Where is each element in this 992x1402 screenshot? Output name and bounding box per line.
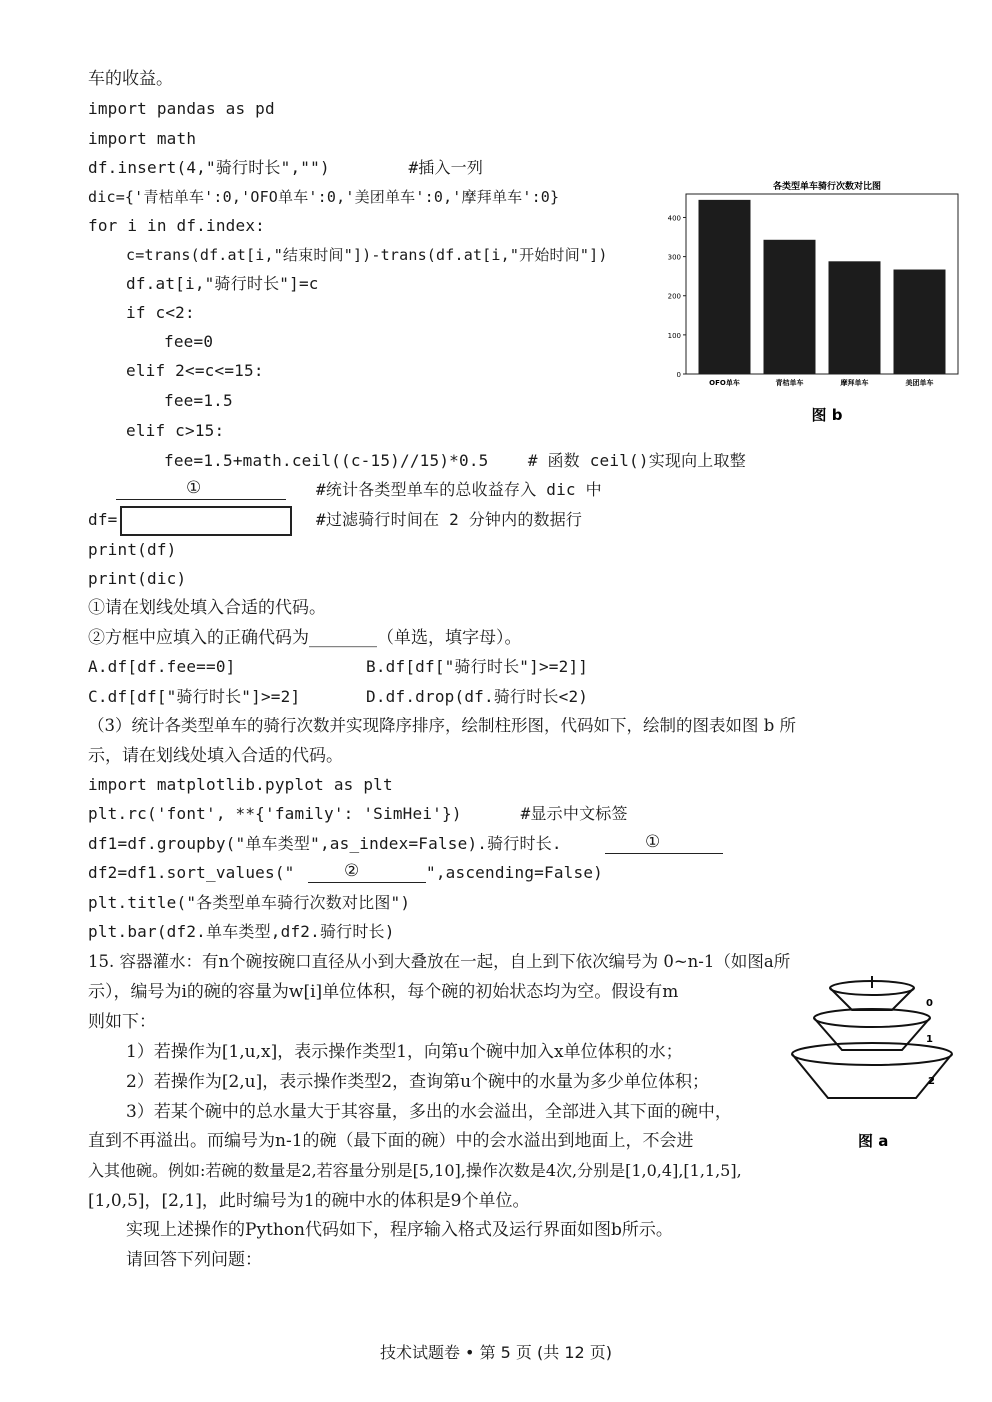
x-tick-label: 摩拜单车	[840, 379, 869, 387]
code-line: import matplotlib.pyplot as plt	[88, 775, 393, 794]
question-text: 2）若操作为[2,u]，表示操作类型2，查询第u个碗中的水量为多少单位体积；	[126, 1072, 710, 1092]
code-comment: #过滤骑行时间在 2 分钟内的数据行	[316, 510, 583, 529]
x-tick-label: OFO单车	[709, 379, 740, 387]
code-line: plt.rc('font', **{'family': 'SimHei'}) #显示中文标签	[88, 804, 628, 823]
code-line: df.at[i,"骑行时长"]=c	[126, 274, 319, 293]
question-text: 示），编号为i的碗的容量为w[i]单位体积，每个碗的初始状态均为空。假设有m	[88, 982, 679, 1002]
question-text: 入其他碗。例如:若碗的数量是2,若容量分别是[5,10],操作次数是4次,分别是[1,0,4],[1,1,5],	[88, 1161, 742, 1180]
code-line: elif c>15:	[126, 421, 225, 440]
code-line: import pandas as pd	[88, 99, 275, 118]
question-text: 直到不再溢出。而编号为n-1的碗（最下面的碗）中的会水溢出到地面上，不会进	[88, 1131, 694, 1151]
code-line: c=trans(df.at[i,"结束时间"])-trans(df.at[i,"开始时间"])	[126, 246, 608, 264]
bar	[894, 270, 946, 374]
code-line: dic={'青桔单车':0,'OFO单车':0,'美团单车':0,'摩拜单车':0}	[88, 188, 560, 206]
code-line: import math	[88, 129, 197, 148]
code-line: fee=1.5+math.ceil((c-15)//15)*0.5 # 函数 ceil()实现向上取整	[164, 451, 746, 470]
code-line: elif 2<=c<=15:	[126, 361, 264, 380]
bowl-number-2: 2	[928, 1076, 935, 1087]
x-tick-label: 美团单车	[905, 379, 934, 387]
code-line: df1=df.groupby("单车类型",as_index=False).骑行时长.	[88, 834, 562, 853]
option-d: D.df.drop(df.骑行时长<2)	[366, 687, 589, 706]
answer-blank[interactable]	[605, 833, 723, 854]
question-text: （3）统计各类型单车的骑行次数并实现降序排序，绘制柱形图，代码如下，绘制的图表如图 b 所	[88, 716, 797, 735]
code-line: if c<2:	[126, 303, 195, 322]
option-c: C.df[df["骑行时长"]>=2]	[88, 687, 301, 706]
figure-label-a: 图 a	[858, 1132, 889, 1150]
question-text: 示，请在划线处填入合适的代码。	[88, 746, 343, 766]
question-text: 请回答下列问题：	[126, 1250, 262, 1270]
question-text: 1）若操作为[1,u,x]，表示操作类型1，向第u个碗中加入x单位体积的水；	[126, 1042, 683, 1062]
y-tick-label: 200	[667, 292, 681, 301]
code-line: print(df)	[88, 540, 177, 559]
bar	[764, 240, 816, 374]
bowl-number-1: 1	[926, 1034, 933, 1045]
page-footer: 技术试题卷 • 第 5 页 (共 12 页)	[379, 1343, 613, 1362]
bowl-number-0: 0	[926, 998, 933, 1009]
code-line: df=	[88, 510, 118, 529]
blank-marker: ①	[186, 478, 202, 498]
question-text: ①请在划线处填入合适的代码。	[88, 598, 326, 618]
figure-label-b: 图 b	[811, 406, 843, 424]
y-tick-label: 100	[667, 331, 681, 340]
code-line: plt.bar(df2.单车类型,df2.骑行时长)	[88, 922, 395, 941]
blank-marker: ②	[344, 861, 360, 881]
x-tick-label: 青桔单车	[775, 379, 804, 387]
option-b: B.df[df["骑行时长"]>=2]]	[366, 657, 589, 676]
question-text: 实现上述操作的Python代码如下，程序输入格式及运行界面如图b所示。	[126, 1220, 673, 1240]
bowl-rim-1	[814, 1009, 930, 1027]
question-text: 15. 容器灌水：有n个碗按碗口直径从小到大叠放在一起，自上到下依次编号为 0~n-1（如图a所	[88, 952, 791, 971]
y-tick-label: 0	[676, 371, 681, 379]
question-text: 则如下：	[88, 1012, 156, 1032]
code-line: df.insert(4,"骑行时长","") #插入一列	[88, 158, 484, 177]
code-line: df2=df1.sort_values("	[88, 863, 295, 882]
bar	[829, 261, 881, 374]
code-line: for i in df.index:	[88, 216, 265, 235]
answer-blank[interactable]	[308, 862, 426, 883]
text-line: 车的收益。	[88, 69, 173, 89]
code-comment: #统计各类型单车的总收益存入 dic 中	[316, 480, 602, 499]
code-line: ",ascending=False)	[426, 863, 603, 882]
code-line: print(dic)	[88, 569, 187, 588]
blank-marker: ①	[645, 832, 661, 852]
y-tick-label: 400	[667, 214, 681, 223]
bar	[699, 200, 751, 374]
option-a: A.df[df.fee==0]	[88, 657, 236, 676]
code-line: plt.title("各类型单车骑行次数对比图")	[88, 893, 411, 912]
chart-title: 各类型单车骑行次数对比图	[772, 182, 882, 192]
code-line: fee=1.5	[164, 391, 233, 410]
bowl-rim-2	[792, 1043, 952, 1065]
code-line: fee=0	[164, 332, 214, 351]
answer-box[interactable]	[120, 506, 292, 536]
question-text: ②方框中应填入的正确代码为________（单选，填字母）。	[88, 628, 522, 648]
bar-chart	[662, 178, 962, 428]
question-text: [1,0,5]，[2,1]，此时编号为1的碗中水的体积是9个单位。	[88, 1191, 530, 1211]
question-text: 3）若某个碗中的总水量大于其容量，多出的水会溢出，全部进入其下面的碗中，	[126, 1102, 732, 1122]
bowls-diagram	[788, 972, 958, 1152]
bowl-body-0	[830, 988, 914, 1010]
y-tick-label: 300	[667, 253, 681, 262]
